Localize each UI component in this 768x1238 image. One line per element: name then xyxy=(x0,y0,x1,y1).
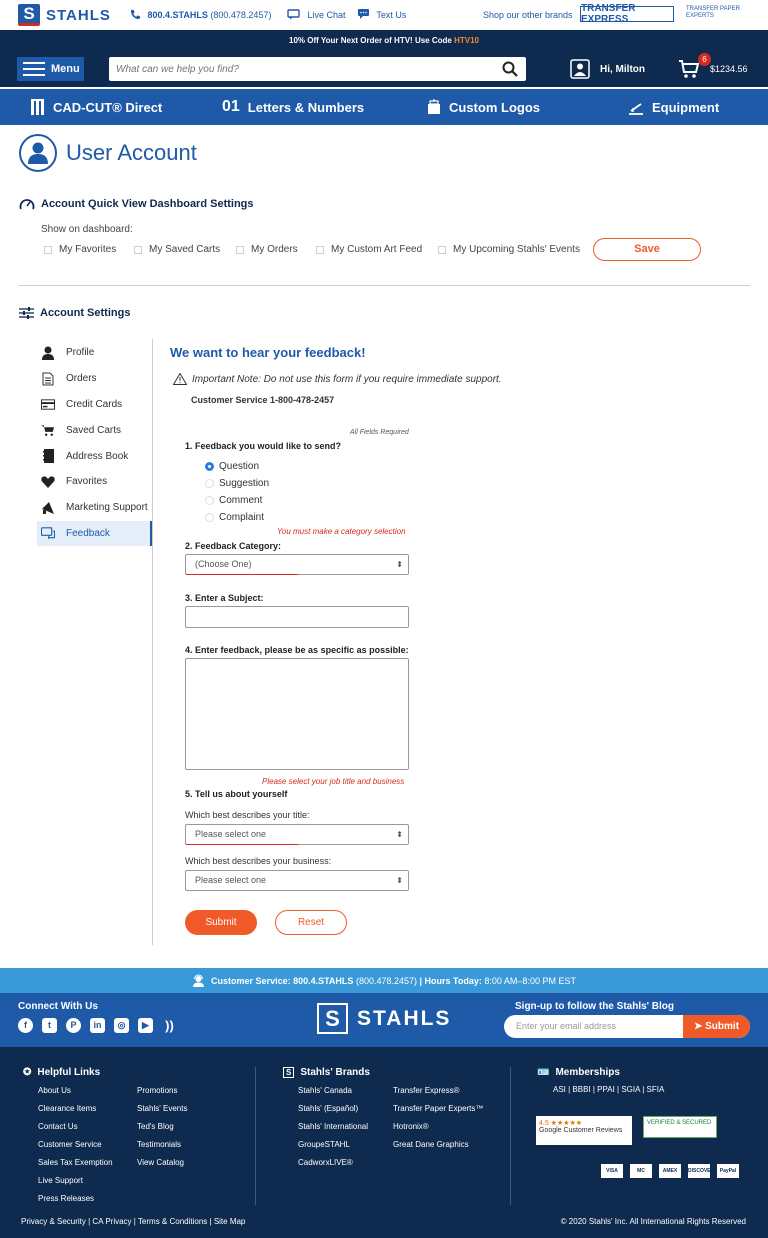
account-sidebar xyxy=(37,340,152,546)
live-chat-label: Live Chat xyxy=(307,10,346,20)
main-header xyxy=(0,51,768,87)
social-links xyxy=(18,1018,177,1033)
nav-label: Letters & Numbers xyxy=(247,99,365,115)
footer-link[interactable]: Customer Service xyxy=(38,1140,102,1149)
select-arrows-icon: ⬍ xyxy=(396,876,403,885)
sidebar-item-profile[interactable] xyxy=(37,340,152,366)
sidebar-item-feedback[interactable] xyxy=(37,521,152,547)
pinterest-icon[interactable]: P xyxy=(66,1018,81,1033)
sidebar-item-favorites[interactable] xyxy=(37,469,152,495)
brands-heading xyxy=(283,1067,370,1078)
account-avatar-icon xyxy=(19,134,57,172)
nav-label: CAD-CUT® Direct xyxy=(53,99,163,115)
footer-link[interactable]: Great Dane Graphics xyxy=(393,1140,469,1149)
cart-link[interactable] xyxy=(678,55,748,79)
hours-value: 8:00 AM–8:00 PM EST xyxy=(484,975,576,986)
business-select-label: Which best describes your business: xyxy=(185,856,332,866)
feedback-textarea[interactable] xyxy=(185,658,409,770)
select-arrows-icon: ⬍ xyxy=(396,560,403,569)
feedback-category-select[interactable] xyxy=(185,554,409,575)
account-settings-heading xyxy=(19,306,130,320)
footer-link[interactable]: GroupeSTAHL xyxy=(298,1140,350,1149)
email-submit-button[interactable]: ➤ Submit xyxy=(683,1015,750,1038)
reset-button[interactable]: Reset xyxy=(275,910,347,935)
cs-label: Customer Service: 800.4.STAHLS xyxy=(211,975,354,986)
amex-icon: AMEX xyxy=(659,1164,681,1178)
checkbox-upcoming-events[interactable] xyxy=(438,244,580,255)
cart-icon xyxy=(678,59,700,79)
sidebar-label: Profile xyxy=(66,347,95,359)
important-note xyxy=(173,373,502,385)
brand1-label: TRANSFER EXPRESS xyxy=(581,3,636,25)
brands-col1 xyxy=(298,1082,368,1172)
title-select-label: Which best describes your title: xyxy=(185,810,310,820)
memberships-heading xyxy=(537,1067,620,1078)
search-icon[interactable] xyxy=(502,61,518,77)
note-text: Important Note: Do not use this form if you require immediate support. xyxy=(192,373,502,385)
footer-link[interactable]: About Us xyxy=(38,1086,71,1095)
select-arrows-icon: ⬍ xyxy=(396,830,403,839)
top-bar xyxy=(0,0,768,30)
heart-icon xyxy=(41,476,55,488)
question-4-label: 4. Enter feedback, please be as specific as possible: xyxy=(185,645,409,655)
footer-link[interactable]: Transfer Paper Experts™ xyxy=(393,1104,484,1113)
select-value: Please select one xyxy=(195,875,267,885)
instagram-icon[interactable]: ◎ xyxy=(114,1018,129,1033)
error-underline xyxy=(186,574,298,575)
category-nav xyxy=(0,89,768,125)
job-title-error: Please select your job title and business xyxy=(262,777,405,786)
search-input[interactable] xyxy=(116,64,486,75)
business-select[interactable] xyxy=(185,870,409,891)
radio-label: Comment xyxy=(219,495,263,506)
footer-divider xyxy=(510,1067,511,1205)
footer-link[interactable]: CadworxLIVE® xyxy=(298,1158,353,1167)
radio-button[interactable] xyxy=(205,513,214,522)
cart-total: $1234.56 xyxy=(710,64,748,74)
radio-label: Question xyxy=(219,461,260,472)
google-label: Google Customer Reviews xyxy=(539,1127,623,1134)
heat-press-icon xyxy=(628,99,644,115)
customer-service-line: Customer Service 1-800-478-2457 xyxy=(191,395,335,405)
payment-methods xyxy=(601,1164,739,1178)
phone-number: (800.478.2457) xyxy=(210,10,272,20)
helpful-links-heading xyxy=(23,1067,100,1078)
sidebar-item-marketing-support[interactable] xyxy=(37,495,152,521)
numbers-icon: 01 xyxy=(222,98,240,115)
transfer-paper-experts-logo[interactable] xyxy=(686,6,756,22)
support-agent-icon xyxy=(192,974,205,987)
radio-label: Complaint xyxy=(219,512,265,523)
sidebar-label: Marketing Support xyxy=(66,502,148,514)
footer-social xyxy=(0,993,768,1047)
sliders-icon xyxy=(19,306,34,320)
subject-input[interactable] xyxy=(185,606,409,628)
paypal-icon: PayPal xyxy=(717,1164,739,1178)
google-rating: 4.5 ★★★★★ xyxy=(539,1120,583,1127)
checkbox-label: My Saved Carts xyxy=(149,244,221,255)
sidebar-label: Credit Cards xyxy=(66,398,123,410)
checkbox-label: My Upcoming Stahls' Events xyxy=(453,244,580,255)
checkbox-my-favorites[interactable] xyxy=(44,244,134,255)
account-link[interactable] xyxy=(570,59,645,79)
nav-equipment[interactable] xyxy=(628,99,719,115)
phone-icon xyxy=(130,9,141,20)
nav-label: Equipment xyxy=(652,99,720,115)
radio-button[interactable] xyxy=(205,479,214,488)
memberships-list: ASI | BBBI | PPAI | SGIA | SFIA xyxy=(553,1085,665,1094)
verified-label: VERIFIED & SECURED xyxy=(647,1120,712,1126)
brands-title: Stahls' Brands xyxy=(300,1067,370,1078)
discover-icon: DISCOVER xyxy=(688,1164,710,1178)
section-divider xyxy=(19,285,750,286)
text-us-link[interactable] xyxy=(358,9,406,20)
select-value: (Choose One) xyxy=(195,559,252,569)
checkbox-saved-carts[interactable] xyxy=(134,244,236,255)
menu-label: Menu xyxy=(51,63,80,75)
blog-signup-title: Sign-up to follow the Stahls' Blog xyxy=(515,1001,675,1012)
text-message-icon xyxy=(358,9,369,19)
radio-question[interactable] xyxy=(205,461,259,472)
credit-card-icon xyxy=(41,399,55,410)
checkbox[interactable] xyxy=(134,246,142,254)
mastercard-icon: MC xyxy=(630,1164,652,1178)
footer-link[interactable]: Hotronix® xyxy=(393,1122,429,1131)
page-title: User Account xyxy=(66,140,197,165)
fields-required-note: All Fields Required xyxy=(350,429,409,436)
footer-link[interactable]: Promotions xyxy=(137,1086,178,1095)
submit-button[interactable]: Submit xyxy=(185,910,257,935)
sidebar-label: Saved Carts xyxy=(66,424,122,436)
email-submit-label: Submit xyxy=(705,1021,740,1032)
footer-logo-mark: S xyxy=(317,1003,348,1034)
linkedin-icon[interactable]: in xyxy=(90,1018,105,1033)
radio-button[interactable] xyxy=(205,496,214,505)
checkbox-label: My Custom Art Feed xyxy=(331,244,423,255)
checkbox-my-orders[interactable] xyxy=(236,244,316,255)
question-1-label: 1. Feedback you would like to send? xyxy=(185,441,342,451)
helpful-links-title: Helpful Links xyxy=(37,1067,101,1078)
account-settings-title: Account Settings xyxy=(40,307,131,319)
promo-text: 10% Off Your Next Order of HTV! Use Code xyxy=(289,36,455,45)
chat-icon xyxy=(287,9,300,20)
hamburger-icon xyxy=(23,62,45,76)
shop-other-brands: Shop our other brands xyxy=(483,10,573,20)
radio-complaint[interactable] xyxy=(205,512,264,523)
search-bar xyxy=(109,57,526,81)
feedback-title: We want to hear your feedback! xyxy=(170,345,366,360)
radio-label: Suggestion xyxy=(219,478,270,489)
footer-logo[interactable] xyxy=(317,1003,451,1034)
category-error: You must make a category selection xyxy=(277,527,406,536)
warning-icon xyxy=(173,373,187,385)
phone-link[interactable] xyxy=(130,9,271,20)
promo-code: HTV10 xyxy=(454,36,479,45)
quickview-heading xyxy=(19,197,254,211)
checkbox-label: My Favorites xyxy=(59,244,117,255)
compass-icon: ✪ xyxy=(23,1067,32,1078)
email-placeholder: Enter your email address xyxy=(516,1021,617,1031)
google-reviews-badge[interactable] xyxy=(536,1116,632,1145)
title-select[interactable] xyxy=(185,824,409,845)
select-value: Please select one xyxy=(195,829,267,839)
sidebar-label: Feedback xyxy=(66,527,110,539)
sidebar-label: Favorites xyxy=(66,476,108,488)
hours-label: | Hours Today: xyxy=(419,975,482,986)
logo-mark: S xyxy=(18,4,40,26)
menu-button[interactable] xyxy=(17,57,84,81)
legal-links[interactable]: Privacy & Security | CA Privacy | Terms & Conditions | Site Map xyxy=(21,1217,246,1226)
nav-letters-numbers[interactable] xyxy=(222,98,364,116)
sidebar-divider xyxy=(152,339,153,945)
nav-label: Custom Logos xyxy=(449,99,540,115)
checkbox[interactable] xyxy=(236,246,244,254)
radio-button[interactable] xyxy=(205,462,214,471)
footer-link[interactable]: Stahls' International xyxy=(298,1122,369,1131)
person-icon xyxy=(41,346,55,360)
sidebar-item-credit-cards[interactable] xyxy=(37,392,152,418)
brand2-label: TRANSFER PAPER EXPERTS xyxy=(686,6,740,19)
connect-title: Connect With Us xyxy=(18,1001,98,1012)
membership-card-icon: 🪪 xyxy=(537,1067,550,1078)
footer-link[interactable]: Stahls' Canada xyxy=(298,1086,353,1095)
feedback-chat-icon xyxy=(41,527,55,539)
footer-link[interactable]: Clearance Items xyxy=(38,1104,97,1113)
checkbox-custom-art-feed[interactable] xyxy=(316,244,438,255)
stahls-mini-icon: S xyxy=(283,1067,294,1078)
cart-count-badge: 6 xyxy=(698,53,711,66)
cart-icon xyxy=(41,424,55,437)
copyright: © 2020 Stahls' Inc. All International Rights Reserved xyxy=(560,1217,746,1226)
footer-link[interactable]: Ted's Blog xyxy=(137,1122,174,1131)
footer-link[interactable]: Transfer Express® xyxy=(393,1086,460,1095)
checkbox[interactable] xyxy=(438,246,446,254)
user-icon xyxy=(570,59,590,79)
footer-links xyxy=(0,1047,768,1238)
facebook-icon[interactable]: f xyxy=(18,1018,33,1033)
email-signup-input[interactable] xyxy=(504,1015,750,1038)
error-underline xyxy=(186,844,298,845)
vinyl-rolls-icon xyxy=(31,99,45,115)
twitter-icon[interactable]: t xyxy=(42,1018,57,1033)
footer-logo-text: STAHLS xyxy=(357,1006,452,1030)
footer-divider xyxy=(255,1067,256,1205)
brands-col2 xyxy=(393,1082,483,1154)
sidebar-label: Address Book xyxy=(66,450,129,462)
helpful-links-col1 xyxy=(38,1082,113,1208)
sidebar-item-saved-carts[interactable] xyxy=(37,417,152,443)
question-3-label: 3. Enter a Subject: xyxy=(185,593,264,603)
footer-link[interactable]: Testimonials xyxy=(137,1140,182,1149)
promo-banner[interactable] xyxy=(0,30,768,51)
footer-link[interactable]: View Catalog xyxy=(137,1158,184,1167)
address-book-icon xyxy=(41,449,55,463)
youtube-icon[interactable]: ▶ xyxy=(138,1018,153,1033)
nav-cad-cut[interactable] xyxy=(31,99,162,115)
show-on-label: Show on dashboard: xyxy=(41,224,133,235)
dashboard-options xyxy=(44,244,580,255)
transfer-express-logo[interactable] xyxy=(580,3,674,25)
sidebar-item-orders[interactable] xyxy=(37,366,152,392)
text-us-label: Text Us xyxy=(376,10,407,20)
logo-text: STAHLS xyxy=(46,6,111,24)
memberships-title: Memberships xyxy=(555,1067,620,1078)
checkbox[interactable] xyxy=(44,246,52,254)
sidebar-label: Orders xyxy=(66,373,97,385)
footer-link[interactable]: Sales Tax Exemption xyxy=(38,1158,113,1167)
dashboard-gauge-icon xyxy=(19,197,35,211)
question-2-label: 2. Feedback Category: xyxy=(185,541,282,551)
visa-icon: VISA xyxy=(601,1164,623,1178)
verified-secured-badge[interactable] xyxy=(643,1116,717,1138)
footer-link[interactable]: Stahls' Events xyxy=(137,1104,188,1113)
user-greeting: Hi, Milton xyxy=(600,63,645,75)
page-header xyxy=(19,134,197,172)
radio-suggestion[interactable] xyxy=(205,478,269,489)
footer-link[interactable]: Stahls' (Español) xyxy=(298,1104,359,1113)
save-button[interactable]: Save xyxy=(593,238,701,261)
checkbox[interactable] xyxy=(316,246,324,254)
document-icon xyxy=(41,372,55,386)
cs-number: (800.478.2457) xyxy=(355,975,418,986)
footer-link[interactable]: Live Support xyxy=(38,1176,83,1185)
nav-custom-logos[interactable] xyxy=(427,99,540,115)
question-5-label: 5. Tell us about yourself xyxy=(185,789,288,799)
stahls-logo[interactable] xyxy=(18,4,111,26)
rss-icon[interactable]: )) xyxy=(165,1018,174,1033)
megaphone-icon xyxy=(41,501,55,515)
sidebar-item-address-book[interactable] xyxy=(37,443,152,469)
live-chat-link[interactable] xyxy=(287,9,346,20)
customer-service-bar xyxy=(0,968,768,993)
helpful-links-col2 xyxy=(137,1082,187,1172)
footer-link[interactable]: Contact Us xyxy=(38,1122,78,1131)
phone-bold: 800.4.STAHLS xyxy=(147,10,208,20)
quickview-title: Account Quick View Dashboard Settings xyxy=(41,198,254,210)
logo-stack-icon xyxy=(427,99,441,115)
radio-comment[interactable] xyxy=(205,495,262,506)
footer-link[interactable]: Press Releases xyxy=(38,1194,95,1203)
checkbox-label: My Orders xyxy=(251,244,298,255)
